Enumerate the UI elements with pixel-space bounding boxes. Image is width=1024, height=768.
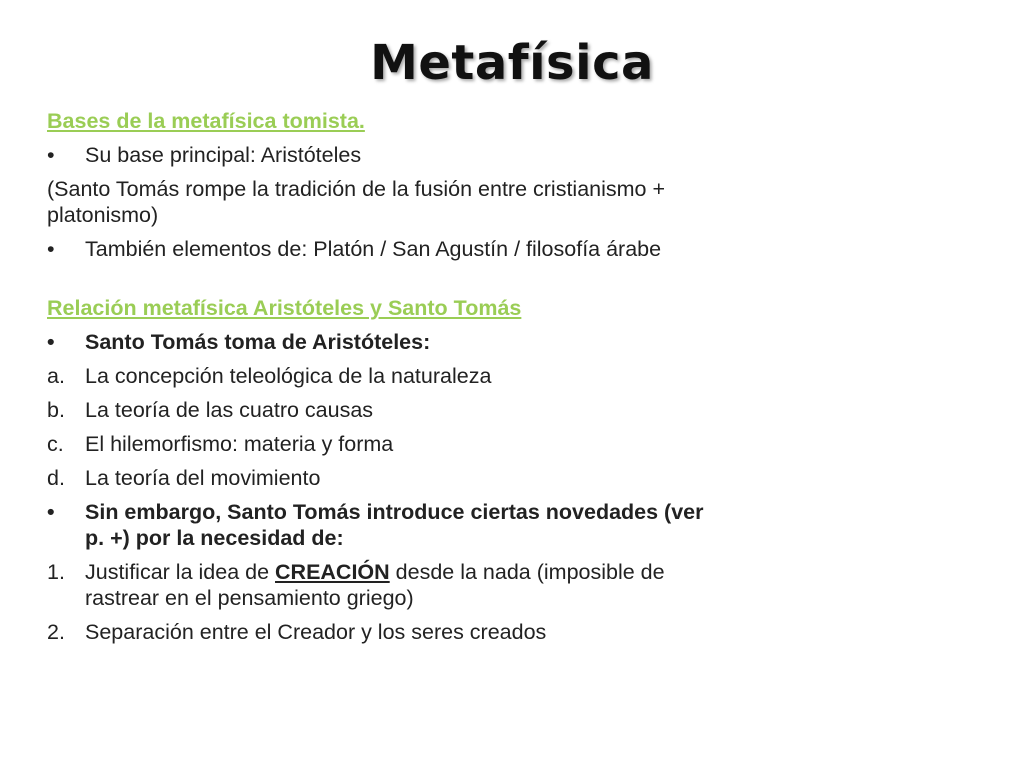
bullet-item: [47, 236, 727, 262]
bullet-marker: •: [47, 143, 55, 167]
bullet-marker: •: [47, 237, 55, 261]
list-text: La teoría de las cuatro causas: [85, 398, 374, 422]
slide-title: Metafísica: [370, 35, 654, 91]
list-text: [85, 559, 727, 611]
bullet-item: [47, 142, 727, 168]
list-text-pre: Justificar la idea de: [85, 560, 276, 584]
bullet-text: Santo Tomás toma de Aristóteles:: [85, 330, 431, 354]
list-text: El hilemorfismo: materia y forma: [85, 432, 394, 456]
list-item: [47, 363, 727, 389]
bullet-item: [47, 499, 727, 551]
note-paragraph: (Santo Tomás rompe la tradición de la fusión entre cristianismo + platonismo): [47, 177, 666, 227]
list-text: La concepción teleológica de la naturaleza: [85, 364, 492, 388]
list-marker: 2.: [47, 620, 65, 644]
list-item: [47, 559, 727, 611]
list-item: [47, 619, 727, 645]
list-item: [47, 431, 727, 457]
slide-content: [47, 108, 727, 653]
section-heading-bases: Bases de la metafísica tomista.: [47, 109, 365, 133]
bullet-text: Sin embargo, Santo Tomás introduce ciertas novedades (ver p. +) por la necesidad de:: [85, 500, 704, 550]
list-marker: b.: [47, 398, 65, 422]
section-heading-relacion: Relación metafísica Aristóteles y Santo Tomás: [47, 296, 522, 320]
list-item: [47, 465, 727, 491]
list-marker: c.: [47, 432, 64, 456]
creacion-emphasis: CREACIÓN: [275, 560, 390, 584]
list-text: Separación entre el Creador y los seres creados: [85, 620, 547, 644]
bullet-text: Su base principal: Aristóteles: [85, 143, 362, 167]
list-marker: a.: [47, 364, 65, 388]
bullet-item: [47, 329, 727, 355]
list-text: La teoría del movimiento: [85, 466, 321, 490]
spacer: [47, 270, 727, 295]
bullet-marker: •: [47, 330, 55, 354]
list-text-post: desde la nada (imposible de rastrear en el pensamiento griego): [85, 560, 665, 610]
list-marker: d.: [47, 466, 65, 490]
list-item: [47, 397, 727, 423]
bullet-text: También elementos de: Platón / San Agustín / filosofía árabe: [85, 237, 662, 261]
list-marker: 1.: [47, 560, 65, 584]
bullet-marker: •: [47, 500, 55, 524]
